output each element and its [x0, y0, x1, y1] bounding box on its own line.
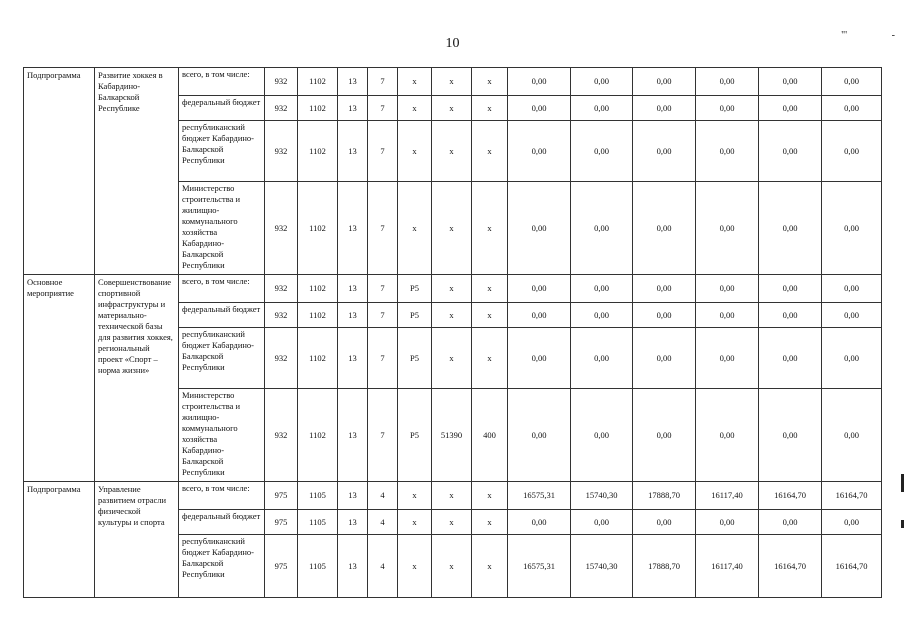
code-cell: х: [472, 275, 508, 303]
code-cell: х: [472, 535, 508, 598]
amount-cell: 0,00: [696, 328, 759, 389]
amount-cell: 0,00: [508, 328, 571, 389]
code-cell: х: [432, 535, 472, 598]
code-cell: х: [472, 328, 508, 389]
code-cell: 1102: [298, 389, 338, 482]
amount-cell: 0,00: [571, 68, 633, 96]
amount-cell: 0,00: [822, 121, 882, 182]
code-cell: х: [432, 328, 472, 389]
code-cell: Р5: [398, 275, 432, 303]
amount-cell: 0,00: [822, 96, 882, 121]
corner-mark: -: [891, 30, 895, 41]
code-cell: 13: [338, 535, 368, 598]
code-cell: 7: [368, 121, 398, 182]
code-cell: 932: [265, 389, 298, 482]
code-cell: 7: [368, 182, 398, 275]
amount-cell: 0,00: [571, 182, 633, 275]
code-cell: 4: [368, 535, 398, 598]
code-cell: х: [432, 121, 472, 182]
amount-cell: 0,00: [822, 303, 882, 328]
amount-cell: 0,00: [508, 275, 571, 303]
amount-cell: 0,00: [822, 389, 882, 482]
code-cell: х: [398, 182, 432, 275]
code-cell: 1102: [298, 182, 338, 275]
amount-cell: 0,00: [633, 96, 696, 121]
code-cell: х: [398, 68, 432, 96]
amount-cell: 0,00: [822, 182, 882, 275]
table-row: [24, 68, 882, 96]
amount-cell: 0,00: [571, 96, 633, 121]
code-cell: 932: [265, 328, 298, 389]
amount-cell: 16164,70: [759, 482, 822, 510]
amount-cell: 16117,40: [696, 535, 759, 598]
funding-source-cell: федеральный бюджет: [179, 96, 265, 121]
amount-cell: 0,00: [822, 510, 882, 535]
code-cell: 975: [265, 482, 298, 510]
table-body: [24, 68, 882, 598]
code-cell: х: [472, 68, 508, 96]
amount-cell: 0,00: [633, 303, 696, 328]
code-cell: 7: [368, 96, 398, 121]
code-cell: 932: [265, 275, 298, 303]
funding-source-cell: республиканский бюджет Кабардино-Балкарской Республики: [179, 535, 265, 598]
code-cell: 7: [368, 68, 398, 96]
code-cell: 7: [368, 275, 398, 303]
amount-cell: 0,00: [571, 510, 633, 535]
code-cell: х: [472, 482, 508, 510]
code-cell: 13: [338, 275, 368, 303]
code-cell: х: [432, 482, 472, 510]
amount-cell: 0,00: [696, 510, 759, 535]
funding-source-cell: всего, в том числе:: [179, 482, 265, 510]
budget-table: [23, 67, 882, 598]
amount-cell: 0,00: [696, 389, 759, 482]
code-cell: х: [432, 303, 472, 328]
code-cell: х: [432, 510, 472, 535]
code-cell: 7: [368, 328, 398, 389]
amount-cell: 0,00: [759, 328, 822, 389]
amount-cell: 0,00: [822, 328, 882, 389]
code-cell: х: [432, 275, 472, 303]
amount-cell: 0,00: [696, 275, 759, 303]
code-cell: 7: [368, 389, 398, 482]
amount-cell: 0,00: [696, 182, 759, 275]
amount-cell: 0,00: [571, 303, 633, 328]
amount-cell: 0,00: [633, 182, 696, 275]
code-cell: 1102: [298, 328, 338, 389]
code-cell: 4: [368, 482, 398, 510]
code-cell: х: [472, 121, 508, 182]
code-cell: 1102: [298, 96, 338, 121]
funding-source-cell: всего, в том числе:: [179, 68, 265, 96]
code-cell: 1105: [298, 535, 338, 598]
code-cell: 13: [338, 182, 368, 275]
amount-cell: 16117,40: [696, 482, 759, 510]
amount-cell: 16164,70: [759, 535, 822, 598]
amount-cell: 15740,30: [571, 535, 633, 598]
amount-cell: 0,00: [508, 68, 571, 96]
amount-cell: 0,00: [571, 121, 633, 182]
group-name-cell: Совершенствование спортивной инфраструктуры и материально-технической базы для развития хоккея, региональный проект «Спорт – норма жизни»: [95, 275, 179, 482]
amount-cell: 0,00: [633, 389, 696, 482]
amount-cell: 15740,30: [571, 482, 633, 510]
amount-cell: 0,00: [633, 510, 696, 535]
code-cell: Р5: [398, 328, 432, 389]
group-type-cell: Основное мероприятие: [24, 275, 95, 482]
code-cell: х: [398, 535, 432, 598]
code-cell: 13: [338, 121, 368, 182]
code-cell: 932: [265, 121, 298, 182]
funding-source-cell: Министерство строительства и жилищно-коммунального хозяйства Кабардино-Балкарской Республики: [179, 389, 265, 482]
table-row: [24, 275, 882, 303]
funding-source-cell: республиканский бюджет Кабардино-Балкарской Республики: [179, 121, 265, 182]
code-cell: х: [432, 182, 472, 275]
code-cell: х: [432, 68, 472, 96]
amount-cell: 16575,31: [508, 535, 571, 598]
amount-cell: 0,00: [508, 121, 571, 182]
code-cell: х: [472, 182, 508, 275]
code-cell: х: [472, 510, 508, 535]
amount-cell: 0,00: [759, 182, 822, 275]
code-cell: 13: [338, 389, 368, 482]
code-cell: 932: [265, 68, 298, 96]
amount-cell: 0,00: [759, 389, 822, 482]
code-cell: 13: [338, 96, 368, 121]
amount-cell: 16575,31: [508, 482, 571, 510]
code-cell: 400: [472, 389, 508, 482]
amount-cell: 0,00: [633, 68, 696, 96]
code-cell: 4: [368, 510, 398, 535]
code-cell: 1102: [298, 303, 338, 328]
code-cell: Р5: [398, 389, 432, 482]
funding-source-cell: республиканский бюджет Кабардино-Балкарской Республики: [179, 328, 265, 389]
code-cell: 1102: [298, 275, 338, 303]
amount-cell: 0,00: [822, 68, 882, 96]
code-cell: 975: [265, 535, 298, 598]
page-number: 10: [445, 36, 460, 51]
code-cell: х: [398, 96, 432, 121]
amount-cell: 0,00: [759, 68, 822, 96]
group-type-cell: Подпрограмма: [24, 68, 95, 275]
amount-cell: 0,00: [508, 389, 571, 482]
funding-source-cell: федеральный бюджет: [179, 303, 265, 328]
funding-source-cell: всего, в том числе:: [179, 275, 265, 303]
edge-mark: [901, 520, 904, 528]
amount-cell: 0,00: [822, 275, 882, 303]
code-cell: 1102: [298, 121, 338, 182]
edge-mark: [901, 474, 904, 492]
code-cell: 932: [265, 303, 298, 328]
code-cell: х: [398, 121, 432, 182]
code-cell: 975: [265, 510, 298, 535]
amount-cell: 16164,70: [822, 482, 882, 510]
code-cell: Р5: [398, 303, 432, 328]
table-row: [24, 482, 882, 510]
corner-mark: "': [841, 30, 847, 41]
group-type-cell: Подпрограмма: [24, 482, 95, 598]
code-cell: х: [398, 482, 432, 510]
amount-cell: 0,00: [696, 96, 759, 121]
code-cell: 7: [368, 303, 398, 328]
code-cell: 13: [338, 303, 368, 328]
code-cell: 13: [338, 68, 368, 96]
code-cell: х: [472, 96, 508, 121]
amount-cell: 0,00: [633, 275, 696, 303]
amount-cell: 0,00: [508, 510, 571, 535]
code-cell: х: [472, 303, 508, 328]
amount-cell: 0,00: [633, 328, 696, 389]
code-cell: 932: [265, 182, 298, 275]
amount-cell: 0,00: [571, 389, 633, 482]
amount-cell: 17888,70: [633, 535, 696, 598]
amount-cell: 0,00: [696, 121, 759, 182]
code-cell: х: [398, 510, 432, 535]
amount-cell: 0,00: [508, 96, 571, 121]
code-cell: 51390: [432, 389, 472, 482]
amount-cell: 0,00: [759, 510, 822, 535]
code-cell: 13: [338, 328, 368, 389]
group-name-cell: Управление развитием отрасли физической культуры и спорта: [95, 482, 179, 598]
amount-cell: 0,00: [508, 182, 571, 275]
funding-source-cell: Министерство строительства и жилищно-коммунального хозяйства Кабардино-Балкарской Республики: [179, 182, 265, 275]
amount-cell: 0,00: [508, 303, 571, 328]
code-cell: 1102: [298, 68, 338, 96]
amount-cell: 0,00: [571, 328, 633, 389]
code-cell: 13: [338, 510, 368, 535]
amount-cell: 0,00: [633, 121, 696, 182]
amount-cell: 0,00: [696, 303, 759, 328]
code-cell: 13: [338, 482, 368, 510]
code-cell: х: [432, 96, 472, 121]
amount-cell: 17888,70: [633, 482, 696, 510]
amount-cell: 0,00: [759, 303, 822, 328]
amount-cell: 0,00: [696, 68, 759, 96]
funding-source-cell: федеральный бюджет: [179, 510, 265, 535]
amount-cell: 0,00: [759, 121, 822, 182]
amount-cell: 0,00: [759, 275, 822, 303]
amount-cell: 16164,70: [822, 535, 882, 598]
code-cell: 1105: [298, 510, 338, 535]
group-name-cell: Развитие хоккея в Кабардино-Балкарской Республике: [95, 68, 179, 275]
code-cell: 932: [265, 96, 298, 121]
code-cell: 1105: [298, 482, 338, 510]
amount-cell: 0,00: [571, 275, 633, 303]
amount-cell: 0,00: [759, 96, 822, 121]
